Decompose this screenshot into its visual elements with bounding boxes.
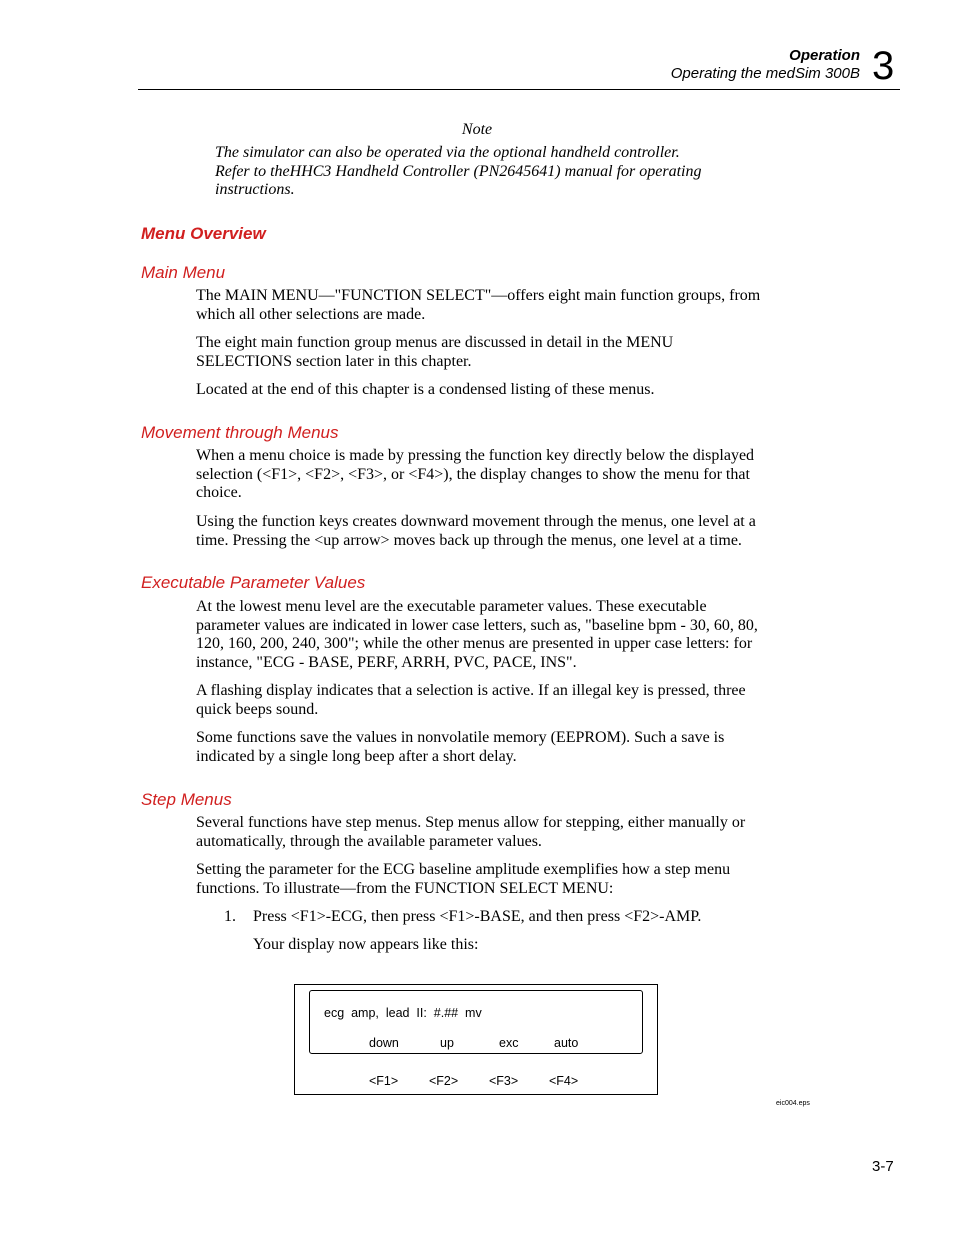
- step-followup-text: Your display now appears like this:: [253, 936, 479, 953]
- lcd-softkey-auto: auto: [554, 1036, 579, 1050]
- text-line: Setting the parameter for the ECG baseline amplitude exemplifies how a step menu: [196, 861, 731, 878]
- text-line: A flashing display indicates that a selection is active. If an illegal key is pressed, three: [196, 682, 746, 699]
- lcd-display-figure: [294, 984, 658, 1095]
- note-line: The simulator can also be operated via the optional handheld controller.: [215, 144, 680, 161]
- function-key-f4: <F4>: [549, 1074, 579, 1088]
- page-number: 3-7: [872, 1158, 894, 1175]
- step-text: Press <F1>-ECG, then press <F1>-BASE, and then press <F2>-AMP.: [253, 908, 702, 925]
- text-line: quick beeps sound.: [196, 700, 319, 718]
- function-key-f3: <F3>: [489, 1074, 519, 1088]
- text-line: instance, "ECG - BASE, PERF, ARRH, PVC, PACE, INS".: [196, 653, 577, 671]
- note-text: [215, 144, 755, 200]
- text-line: Located at the end of this chapter is a condensed listing of these menus.: [196, 381, 655, 398]
- text-line: The eight main function group menus are discussed in detail in the MENU: [196, 334, 674, 351]
- chapter-title: Operation: [789, 47, 860, 64]
- heading-step-menus: Step Menus: [141, 790, 232, 809]
- text-line: time. Pressing the <up arrow> moves back up through the menus, one level at a time.: [196, 531, 742, 549]
- chapter-number: 3: [872, 44, 895, 88]
- numbered-step: [224, 908, 701, 927]
- heading-executable-parameter-values: Executable Parameter Values: [141, 573, 366, 592]
- text-line: selection (<F1>, <F2>, <F3>, or <F4>), the display changes to show the menu for that: [196, 465, 750, 483]
- text-line: automatically, through the available parameter values.: [196, 832, 542, 850]
- paragraph: [196, 598, 808, 672]
- lcd-screen: [309, 990, 643, 1054]
- text-line: choice.: [196, 484, 242, 501]
- lcd-softkey-down: down: [369, 1036, 399, 1050]
- note-label: Note: [461, 121, 493, 138]
- text-line: indicated by a single long beep after a short delay.: [196, 747, 517, 765]
- paragraph: [196, 447, 808, 503]
- text-line: SELECTIONS section later in this chapter.: [196, 352, 472, 370]
- text-line: At the lowest menu level are the executable parameter values. These executable: [196, 598, 707, 615]
- header-rule: [138, 89, 900, 90]
- heading-movement-through-menus: Movement through Menus: [141, 423, 339, 442]
- text-line: The MAIN MENU—"FUNCTION SELECT"—offers eight main function groups, from: [196, 287, 761, 304]
- note-line: instructions.: [215, 181, 295, 198]
- paragraph: [196, 682, 808, 719]
- paragraph: [196, 814, 808, 851]
- text-line: Using the function keys creates downward movement through the menus, one level at a: [196, 513, 756, 530]
- paragraph: [196, 381, 808, 400]
- running-header: [671, 47, 860, 83]
- heading-main-menu: Main Menu: [141, 263, 226, 282]
- text-line: which all other selections are made.: [196, 305, 426, 323]
- heading-menu-overview: Menu Overview: [141, 224, 266, 243]
- text-line: Some functions save the values in nonvolatile memory (EEPROM). Such a save is: [196, 729, 725, 746]
- paragraph: [196, 729, 808, 766]
- paragraph: [196, 861, 808, 898]
- text-line: When a menu choice is made by pressing the function key directly below the displayed: [196, 447, 755, 464]
- figure-filename: eic004.eps: [776, 1100, 810, 1107]
- text-line: 120, 160, 200, 240, 300"; while the other menus are presented in upper case letters: for: [196, 635, 753, 652]
- note-line: Refer to theHHC3 Handheld Controller (PN2645641) manual for operating: [215, 162, 702, 180]
- paragraph: [196, 513, 808, 550]
- lcd-line-1: ecg amp, lead II: #.## mv: [324, 1006, 482, 1020]
- lcd-softkey-exc: exc: [499, 1036, 519, 1050]
- section-title: Operating the medSim 300B: [670, 65, 860, 82]
- text-line: functions. To illustrate—from the FUNCTION SELECT MENU:: [196, 879, 614, 897]
- paragraph: [196, 287, 808, 324]
- function-key-f2: <F2>: [429, 1074, 459, 1088]
- text-line: Several functions have step menus. Step menus allow for stepping, either manually or: [196, 814, 746, 831]
- lcd-softkey-up: up: [440, 1036, 454, 1050]
- text-line: parameter values are indicated in lower case letters, such as, "baseline bpm - 30, 60, 80,: [196, 616, 758, 634]
- step-number: 1.: [224, 908, 236, 925]
- paragraph: [196, 334, 808, 371]
- function-key-f1: <F1>: [369, 1074, 399, 1088]
